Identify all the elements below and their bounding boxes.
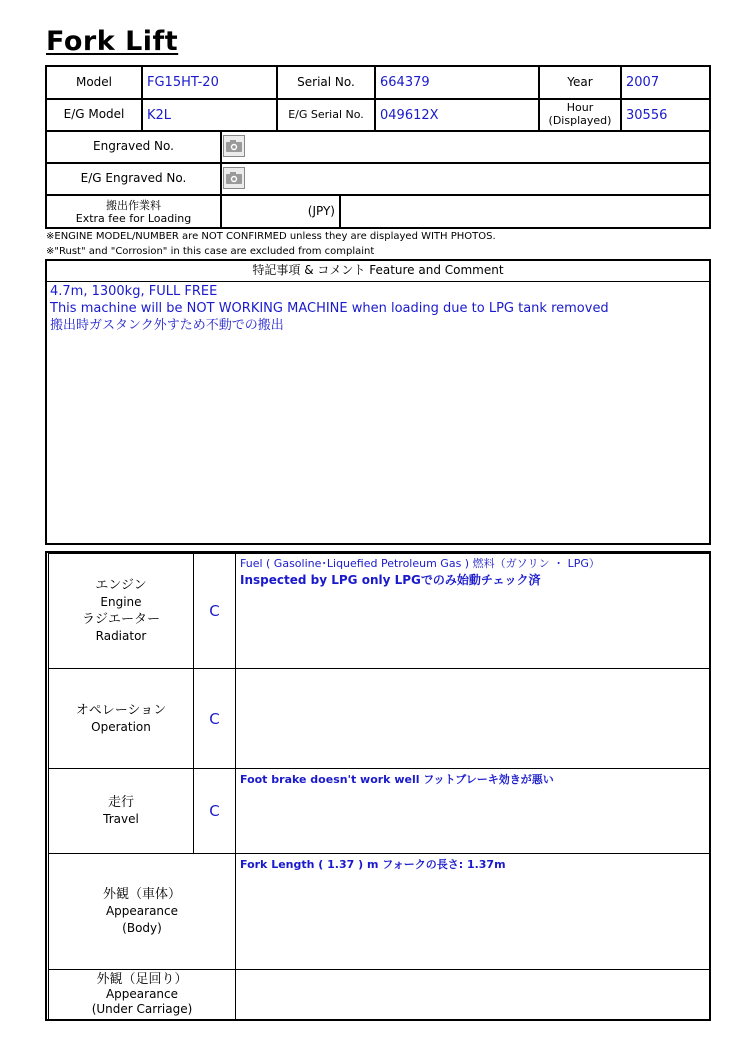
engine-label-en: Engine	[100, 595, 142, 609]
engine-detail: Fuel ( Gasoline･Liquefied Petroleum Gas ) 燃料（ガソリン ・ LPG）	[240, 557, 600, 570]
travel-label-en: Travel	[103, 812, 139, 826]
engine-label-jp: エンジン	[95, 578, 147, 593]
appearance-under-section-label	[49, 970, 235, 1019]
travel-grade: C	[209, 802, 220, 820]
eg-engraved-label: E/G Engraved No.	[80, 171, 187, 186]
page-title: Fork Lift	[46, 26, 179, 57]
eg-model-value: K2L	[147, 107, 172, 123]
note-engine: ※ENGINE MODEL/NUMBER are NOT CONFIRMED unless they are displayed WITH PHOTOS.	[46, 231, 496, 242]
operation-grade: C	[209, 709, 220, 728]
appearance-body-label-en2: (Body)	[122, 921, 162, 935]
travel-section-label	[49, 769, 193, 853]
eg-model-label: E/G Model	[63, 107, 125, 122]
model-label: Model	[75, 74, 113, 89]
appearance-under-label-en: Appearance	[105, 987, 179, 1001]
note-rust: ※"Rust" and "Corrosion" in this case are excluded from complaint	[46, 246, 375, 257]
operation-label-en: Operation	[91, 719, 151, 734]
appearance-body-label-en: Appearance	[105, 904, 179, 918]
fee-label	[47, 196, 220, 227]
appearance-under-label-en2: (Under Carriage)	[91, 1002, 193, 1016]
radiator-label-jp: ラジエーター	[81, 612, 160, 627]
comment-line: This machine will be NOT WORKING MACHINE when loading due to LPG tank removed	[50, 301, 609, 316]
eg-serial-value: 049612X	[380, 107, 439, 123]
model-value: FG15HT-20	[147, 75, 219, 90]
comment-line: 搬出時ガスタンク外すため不動での搬出	[50, 318, 284, 333]
comment-line: 4.7m, 1300kg, FULL FREE	[50, 284, 218, 299]
camera-icon[interactable]	[223, 135, 245, 157]
hour-label-line2: (Displayed)	[548, 114, 612, 127]
hour-label-line1: Hour	[566, 101, 594, 115]
fee-unit: (JPY)	[307, 203, 335, 218]
camera-icon[interactable]	[223, 167, 245, 189]
fee-label-en: Extra fee for Loading	[75, 211, 192, 225]
travel-label-jp: 走行	[107, 795, 134, 810]
serial-label: Serial No.	[297, 74, 355, 89]
appearance-under-label-jp: 外観（足回り）	[96, 972, 188, 987]
appearance-body-label-jp: 外観（車体）	[102, 887, 181, 902]
year-value: 2007	[626, 75, 660, 90]
radiator-label-en: Radiator	[95, 629, 147, 643]
engraved-label: Engraved No.	[93, 139, 174, 154]
fork-length-detail: Fork Length ( 1.37 ) m フォークの長さ: 1.37m	[240, 858, 506, 871]
operation-section-label	[49, 669, 193, 768]
operation-label-jp: オペレーション	[75, 702, 167, 718]
travel-detail: Foot brake doesn't work well フットブレーキ効きが悪い	[240, 773, 554, 786]
year-label: Year	[567, 74, 593, 89]
eg-serial-label: E/G Serial No.	[288, 107, 364, 121]
engine-grade: C	[209, 602, 220, 620]
hour-label	[540, 100, 620, 130]
serial-value: 664379	[380, 75, 430, 90]
fee-label-jp: 搬出作業料	[106, 198, 161, 212]
engine-detail: Inspected by LPG only LPGでのみ始動チェック済	[240, 573, 541, 587]
appearance-body-section-label	[49, 854, 235, 969]
hour-value: 30556	[626, 107, 668, 123]
comment-header: 特記事項 & コメント Feature and Comment	[252, 263, 504, 278]
engine-section-label	[49, 554, 193, 668]
